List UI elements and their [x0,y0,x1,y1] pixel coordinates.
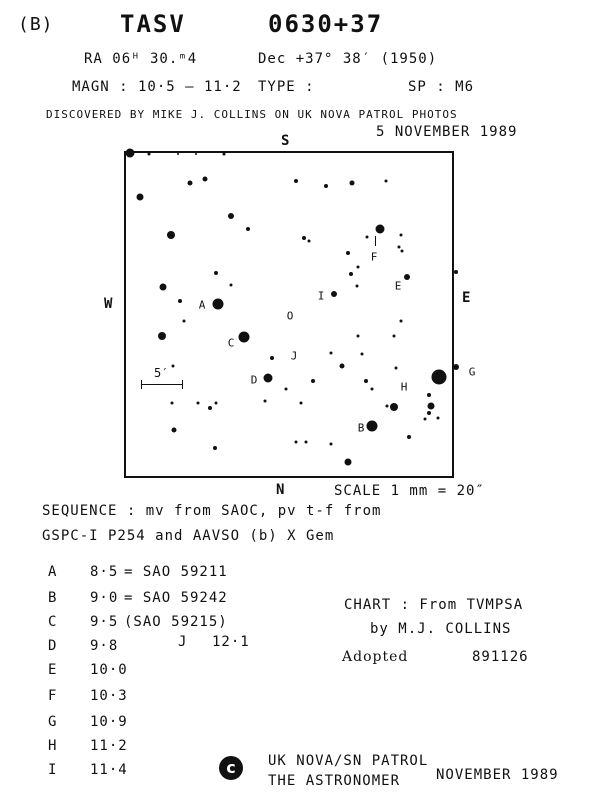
star-dot [356,285,359,288]
sequence-entry-mag: 10·3 [90,688,128,704]
star-dot [158,332,166,340]
star-name-title: TASV [120,10,186,38]
star-dot [437,417,440,420]
publication: THE ASTRONOMER [268,773,401,789]
chart-source: CHART : From TVMPSA [344,597,524,613]
star-dot [330,443,333,446]
compass-south: S [281,133,291,149]
sequence-entry-star: A [48,564,58,580]
discovery-date: 5 NOVEMBER 1989 [376,124,518,140]
star-dot [285,388,288,391]
star-dot [208,406,212,410]
star-dot [346,251,350,255]
label-c: C [227,336,235,350]
star-dot [371,388,374,391]
adopted-label: Adopted [342,649,409,665]
star-dot [171,402,174,405]
label-a: A [198,298,206,312]
right-ascension: RA 06ᴴ 30.ᵐ4 [84,51,198,67]
magnitude-range: MAGN : 10·5 – 11·2 [72,79,242,95]
scale-bar [141,384,183,385]
star-dot [264,374,273,383]
star-dot [361,353,364,356]
star-dot [308,240,311,243]
star-dot [386,405,389,408]
star-dot [195,153,197,155]
star-dot [400,320,403,323]
star-dot [137,194,144,201]
scale-bar-tick-right [182,380,183,389]
star-dot [213,446,217,450]
chart-id-badge: (B) [18,14,54,35]
star-dot [340,364,345,369]
star-dot [239,332,250,343]
star-dot [300,402,303,405]
chart-author: by M.J. COLLINS [370,621,512,637]
label-b: B [357,421,365,435]
star-dot [401,250,404,253]
star-dot [264,400,267,403]
star-dot [223,153,226,156]
sequence-entry-star: D [48,638,58,654]
star-dot [197,402,200,405]
copyright-icon: c [219,756,243,780]
star-dot [294,179,298,183]
sequence-sources: GSPC-I P254 and AAVSO (b) X Gem [42,528,335,544]
designation-title: 0630+37 [268,10,384,38]
sequence-entry-mag: 9·5 [90,614,119,630]
star-dot [330,352,333,355]
star-dot [385,180,388,183]
star-dot [427,393,431,397]
sequence-entry-star: G [48,714,58,730]
sequence-entry-mag: 11·2 [90,738,128,754]
star-dot [228,213,234,219]
star-dot [357,266,360,269]
spectral-type: SP : M6 [408,79,475,95]
star-dot [215,402,218,405]
sequence-entry-mag: 10·0 [90,662,128,678]
star-dot [357,335,360,338]
sequence-entry-mag: 9·0 [90,590,119,606]
sequence-entry-note: = SAO 59211 [124,564,228,580]
star-dot [172,428,177,433]
sequence-entry-mag: 9·8 [90,638,119,654]
scale-bar-label: 5′ [154,366,169,380]
star-dot [390,403,398,411]
star-dot [311,379,315,383]
label-d: D [250,373,258,387]
star-dot [270,356,274,360]
sequence-entry-star: B [48,590,58,606]
star-dot [376,225,385,234]
scale-bar-tick-left [141,380,142,389]
star-dot [453,364,459,370]
star-dot [295,441,298,444]
sequence-entry-star: C [48,614,58,630]
star-dot [302,236,306,240]
label-f: F [370,250,378,264]
sequence-entry-mag: 8·5 [90,564,119,580]
compass-west: W [104,296,114,312]
star-dot [213,299,224,310]
star-dot [160,284,167,291]
star-dot [188,181,193,186]
organization: UK NOVA/SN PATROL [268,753,429,769]
star-dot [324,184,328,188]
adopted-date: 891126 [472,649,529,665]
star-dot [345,459,352,466]
star-dot [398,246,401,249]
sequence-heading: SEQUENCE : mv from SAOC, pv t-f from [42,503,382,519]
label-h: H [400,380,408,394]
star-dot [367,421,378,432]
compass-north: N [276,482,286,498]
star-dot [350,181,355,186]
star-dot [400,234,403,237]
discovery-note: DISCOVERED BY MIKE J. COLLINS ON UK NOVA PATROL PHOTOS [46,108,458,121]
sequence-entry-mag: 11·4 [90,762,128,778]
chart-scale: SCALE 1 mm = 20″ [334,483,485,499]
label-g: G [468,365,476,379]
sequence-entry-star: F [48,688,58,704]
star-dot [364,379,368,383]
star-dot [454,270,458,274]
star-dot [366,236,369,239]
sequence-entry-mag: 10·9 [90,714,128,730]
star-dot [246,227,250,231]
star-dot [148,153,151,156]
star-dot [349,272,353,276]
star-dot [404,274,410,280]
sequence-entry-star: E [48,662,58,678]
label-f-pointer [375,236,376,246]
star-dot [424,418,427,421]
label-j: J [290,349,298,363]
star-dot [167,231,175,239]
compass-east: E [462,290,472,306]
sequence-entry-j-mag: 12·1 [212,634,250,650]
sequence-entry-note: = SAO 59242 [124,590,228,606]
star-dot [126,149,135,158]
star-dot [428,403,435,410]
finder-chart-frame [124,151,476,478]
star-dot [395,367,398,370]
star-dot [230,284,233,287]
declination: Dec +37° 38′ (1950) [258,51,438,67]
star-dot [214,271,218,275]
label-e: E [394,279,402,293]
star-dot [177,153,179,155]
star-dot [331,291,337,297]
star-dot [427,411,431,415]
sequence-entry-j-star: J [178,634,188,650]
label-i: I [317,289,325,303]
star-dot [305,441,308,444]
star-dot [172,365,175,368]
variable-star-marker: O [286,309,294,323]
variable-type: TYPE : [258,79,315,95]
sequence-entry-star: H [48,738,58,754]
star-dot [183,320,186,323]
sequence-entry-note: (SAO 59215) [124,614,228,630]
star-dot [432,370,447,385]
star-dot [393,335,396,338]
sequence-entry-star: I [48,762,58,778]
star-dot [178,299,182,303]
star-dot [407,435,411,439]
star-dot [203,177,208,182]
publication-date: NOVEMBER 1989 [436,767,559,783]
